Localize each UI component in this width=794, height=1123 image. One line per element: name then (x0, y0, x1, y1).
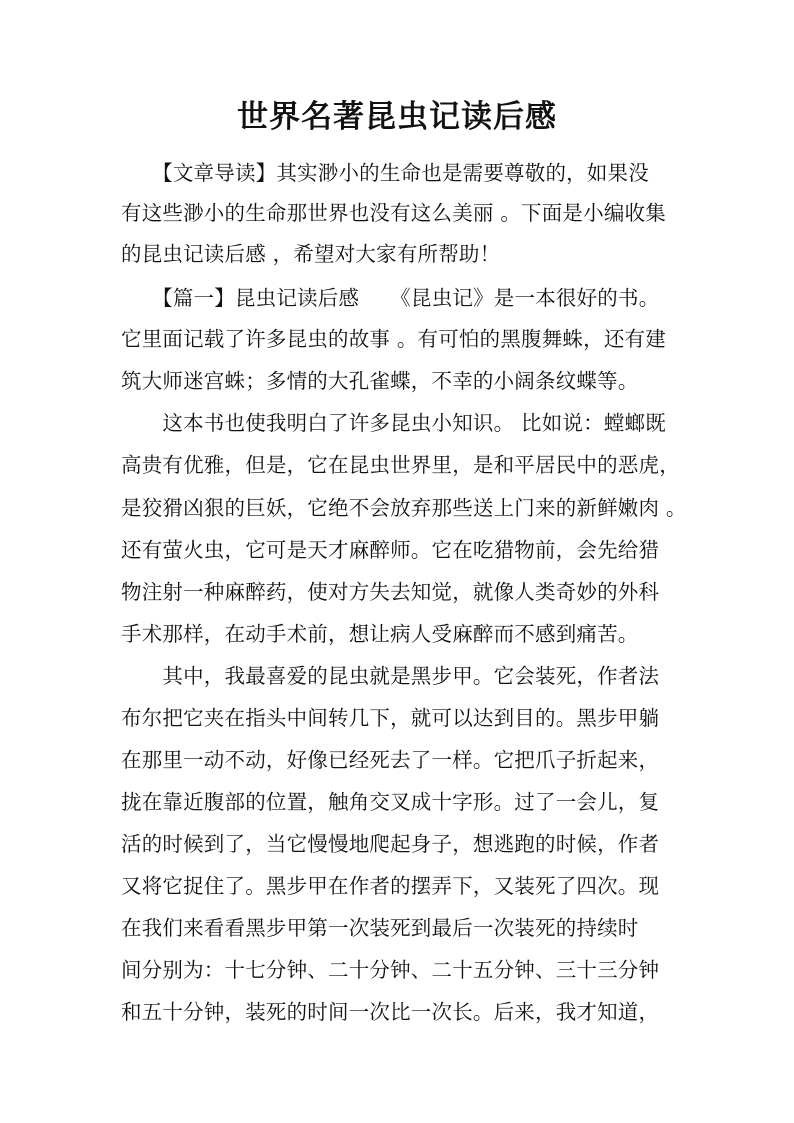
body-line: 在我们来看看黑步甲第一次装死到最后一次装死的持续时 (121, 916, 639, 940)
body-line: 间分别为：十七分钟、二十分钟、二十五分钟、三十三分钟 (121, 958, 660, 982)
body-line: 是狡猾凶狠的巨妖，它绝不会放弃那些送上门来的新鲜嫩肉 。 (121, 496, 687, 520)
body-line: 又将它捉住了。黑步甲在作者的摆弄下，又装死了四次。现 (121, 874, 660, 898)
body-line: 有这些渺小的生命那世界也没有这么美丽 。下面是小编收集 (121, 201, 666, 225)
body-line: 它里面记载了许多昆虫的故事 。有可怕的黑腹舞蛛，还有建 (121, 327, 666, 351)
body-line: 筑大师迷宫蛛；多情的大孔雀蝶，不幸的小阔条纹蝶等。 (121, 369, 639, 393)
body-line: 拢在靠近腹部的位置，触角交叉成十字形。过了一会儿，复 (121, 790, 660, 814)
body-line: 其中，我最喜爱的昆虫就是黑步甲。它会装死，作者法 (121, 664, 660, 688)
body-line: 和五十分钟，装死的时间一次比一次长。后来，我才知道， (121, 1000, 660, 1024)
body-line: 这本书也使我明白了许多昆虫小知识。 比如说：螳螂既 (121, 411, 666, 435)
body-line: 物注射一种麻醉药，使对方失去知觉，就像人类奇妙的外科 (121, 580, 660, 604)
body-line: 还有萤火虫，它可是天才麻醉师。它在吃猎物前，会先给猎 (121, 538, 660, 562)
body-line: 布尔把它夹在指头中间转几下，就可以达到目的。黑步甲躺 (121, 706, 660, 730)
document-title: 世界名著昆虫记读后感 (237, 99, 557, 135)
body-line: 【篇一】昆虫记读后感 《昆虫记》是一本很好的书。 (121, 286, 660, 310)
body-line: 手术那样，在动手术前，想让病人受麻醉而不感到痛苦。 (121, 622, 639, 646)
body-line: 【文章导读】其实渺小的生命也是需要尊敬的，如果没 (121, 161, 649, 185)
body-line: 在那里一动不动，好像已经死去了一样。它把爪子折起来， (121, 748, 660, 772)
body-line: 高贵有优雅，但是，它在昆虫世界里，是和平居民中的恶虎， (121, 453, 680, 477)
body-line: 活的时候到了，当它慢慢地爬起身子，想逃跑的时候，作者 (121, 832, 660, 856)
body-line: 的昆虫记读后感 ，希望对大家有所帮助！ (121, 242, 501, 266)
